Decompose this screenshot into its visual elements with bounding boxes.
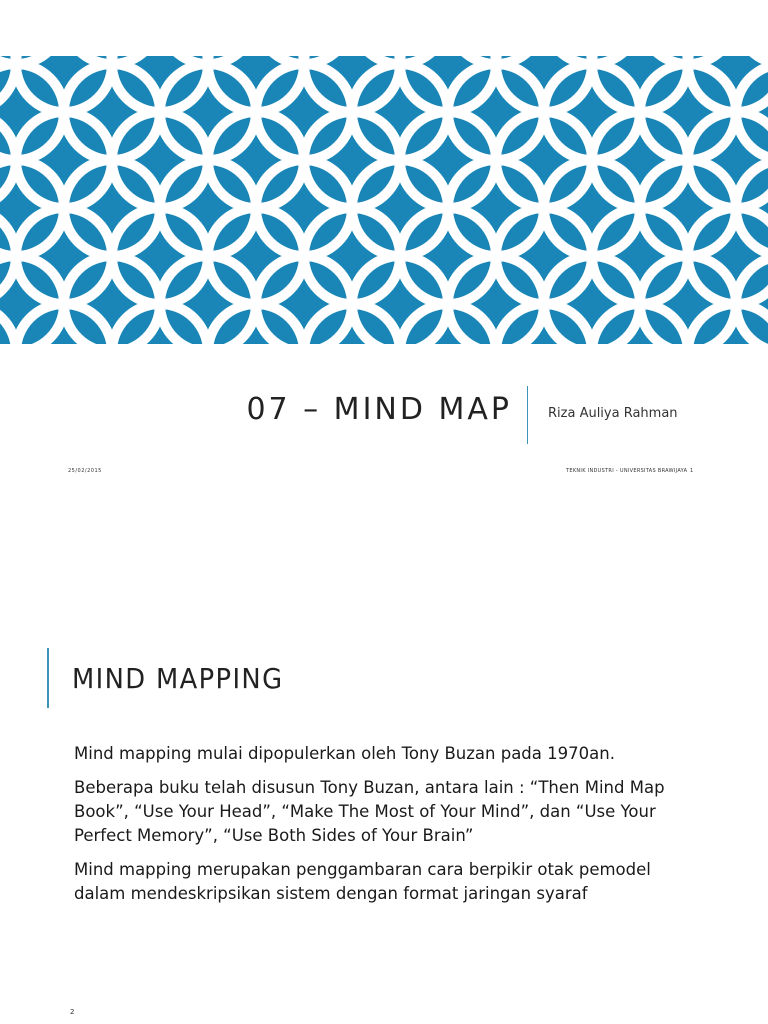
paragraph: Mind mapping merupakan penggambaran cara berpikir otak pemodel dalam mendeskripsikan sistem dengan format jaringan syaraf <box>74 860 651 903</box>
slide-body <box>74 742 694 916</box>
title-divider <box>527 386 528 444</box>
paragraph: Beberapa buku telah disusun Tony Buzan, antara lain : “Then Mind Map Book”, “Use Your Head”, “Make The Most of Your Mind”, dan “Use Your Perfect Memory”, “Use Both Sides of Your Brain” <box>74 778 665 845</box>
paragraph: Mind mapping mulai dipopulerkan oleh Tony Buzan pada 1970an. <box>74 744 615 763</box>
slide-title: 07 – MIND MAP <box>246 392 512 427</box>
footer-page-number: 1 <box>690 468 694 474</box>
footer-organization: TEKNIK INDUSTRI - UNIVERSITAS BRAWIJAYA <box>566 468 688 474</box>
interlocking-circles-pattern <box>0 56 768 344</box>
slide-page-number: 2 <box>70 1008 75 1016</box>
author-name: Riza Auliya Rahman <box>548 406 678 421</box>
decorative-pattern-banner <box>0 56 768 344</box>
slide-heading: MIND MAPPING <box>72 662 284 695</box>
content-slide <box>0 510 768 1024</box>
title-slide <box>0 0 768 510</box>
footer-date: 25/02/2015 <box>68 468 102 474</box>
heading-accent-bar <box>47 648 49 708</box>
